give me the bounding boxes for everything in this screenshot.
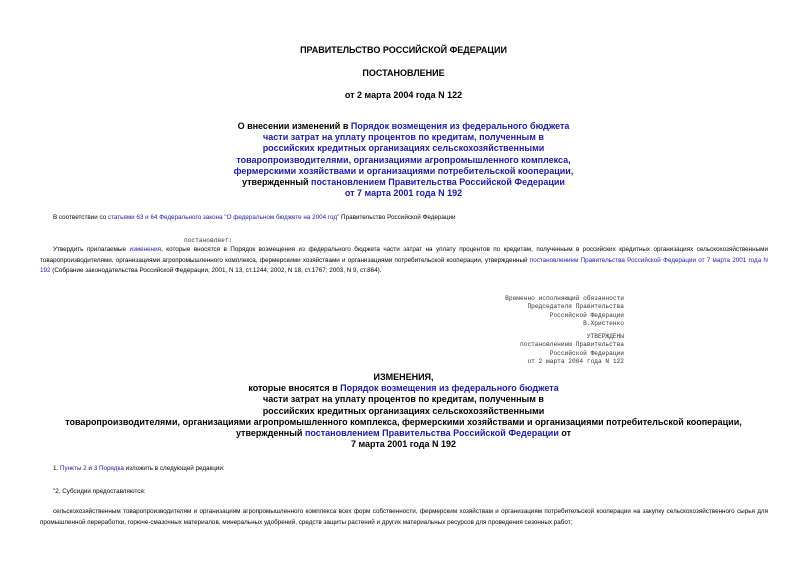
title-link-line[interactable]: части затрат на уплату процентов по кредитам, полученным в: [263, 132, 544, 143]
preamble-text: В соответствии со: [53, 214, 108, 221]
changes-text: российских кредитных организациях сельскохозяйственными: [262, 405, 545, 416]
title-resolution-link[interactable]: постановлением Правительства Российской Федерации: [311, 177, 565, 188]
preamble: [53, 213, 773, 224]
item-number: 1.: [53, 465, 61, 472]
item-text: и: [86, 465, 94, 472]
changes-text: утвержденный: [235, 428, 305, 439]
signature-block: [440, 295, 624, 329]
government-name: ПРАВИТЕЛЬСТВО РОССИЙСКОЙ ФЕДЕРАЦИИ: [300, 45, 507, 55]
document-date-number: от 2 марта 2004 года N 122: [344, 90, 463, 100]
changes-heading: [0, 372, 807, 450]
preamble-text: Правительство Российской Федерации: [339, 214, 456, 221]
approved-line: УТВЕРЖДЕНЫ: [586, 333, 624, 340]
order-item-3-link[interactable]: 3 Порядка: [93, 465, 124, 472]
approved-line: Российской Федерации: [549, 349, 624, 357]
resolution-192-link[interactable]: постановлением Правительства Российской Федерации от 7 марта 2001 года N 192: [40, 256, 768, 274]
approved-block: [440, 333, 624, 367]
approved-line: от 2 марта 2004 года N 122: [527, 358, 624, 366]
changes-text: от: [558, 428, 572, 439]
item-2-link[interactable]: Пункты 2: [60, 465, 87, 472]
changes-title: ИЗМЕНЕНИЯ,: [373, 372, 434, 382]
signature-name: В.Христенко: [583, 320, 624, 328]
approve-text: Утвердить прилагаемые: [53, 246, 130, 253]
title-text: утвержденный: [242, 177, 312, 188]
decree-word: постановляет:: [184, 237, 233, 244]
signature-line: Председателя Правительства: [527, 303, 624, 311]
signature-line: Временно исполняющий обязанности: [505, 295, 624, 302]
changes-order-link[interactable]: Порядок возмещения из федерального бюджета: [340, 383, 559, 394]
federal-law-link[interactable]: статьями 63 и 64 Федерального закона "О федеральном бюджете на 2004 год": [107, 214, 340, 221]
item-text: изложить в следующей редакции:: [123, 465, 225, 472]
title-link-line[interactable]: фермерскими хозяйствами и организациями потребительской кооперации,: [233, 165, 574, 176]
document-title: [0, 121, 807, 199]
changes-text: товаропроизводителями, организациями агропромышленного комплекса, фермерскими хозяйствами и организациями потребительской кооперации,: [65, 416, 742, 427]
document-type: ПОСТАНОВЛЕНИЕ: [362, 68, 445, 78]
changes-text: части затрат на уплату процентов по кредитам, полученным в: [263, 394, 544, 405]
changes-text: которые вносятся в: [248, 383, 341, 394]
changes-text: 7 марта 2001 года N 192: [350, 439, 457, 450]
item-2: "2. Субсидии предоставляются:: [53, 488, 146, 495]
item-1: [53, 464, 225, 475]
changes-resolution-link[interactable]: постановлением Правительства Российской Федерации: [304, 428, 559, 439]
title-link-line[interactable]: товаропроизводителями, организациями агропромышленного комплекса,: [236, 154, 571, 165]
approve-text: (Собрание законодательства Российской Федерации, 2001, N 13, ст.1244; 2002, N 18, ст.1767; 2003, N 9, ст.864).: [50, 267, 382, 274]
signature-line: Российской Федерации: [549, 311, 624, 319]
changes-link[interactable]: изменения: [129, 246, 162, 253]
approve-paragraph: [40, 245, 768, 277]
title-order-link[interactable]: Порядок возмещения из федерального бюджета: [350, 121, 570, 131]
approve-text: , которые вносятся в Порядок возмещения из федерального бюджета части затрат на уплату процентов по кредитам, полученным в российских кредитных организациях сельскохозяйственными товаропроизводителями, организациями агропромышленного комплекса, фермерскими хозяйствами и организациями потребительской кооперации, утвержденный: [40, 246, 768, 264]
title-text: О внесении изменений в: [237, 121, 351, 131]
title-date-link[interactable]: от 7 марта 2001 года N 192: [344, 188, 463, 199]
item-3-paragraph: сельскохозяйственным товаропроизводителям и организациям агропромышленного комплекса всех форм собственности, фермерским хозяйствам и организациям потребительской кооперации на закупку сельскохозяйственного сырья для промышленной переработки, горюче-смазочных материалов, минеральных удобрений, средств защиты растений и других материальных ресурсов для проведения сезонных работ;: [40, 508, 768, 526]
approved-line: постановлением Правительства: [520, 341, 624, 349]
title-link-line[interactable]: российских кредитных организациях сельскохозяйственными: [262, 143, 545, 154]
